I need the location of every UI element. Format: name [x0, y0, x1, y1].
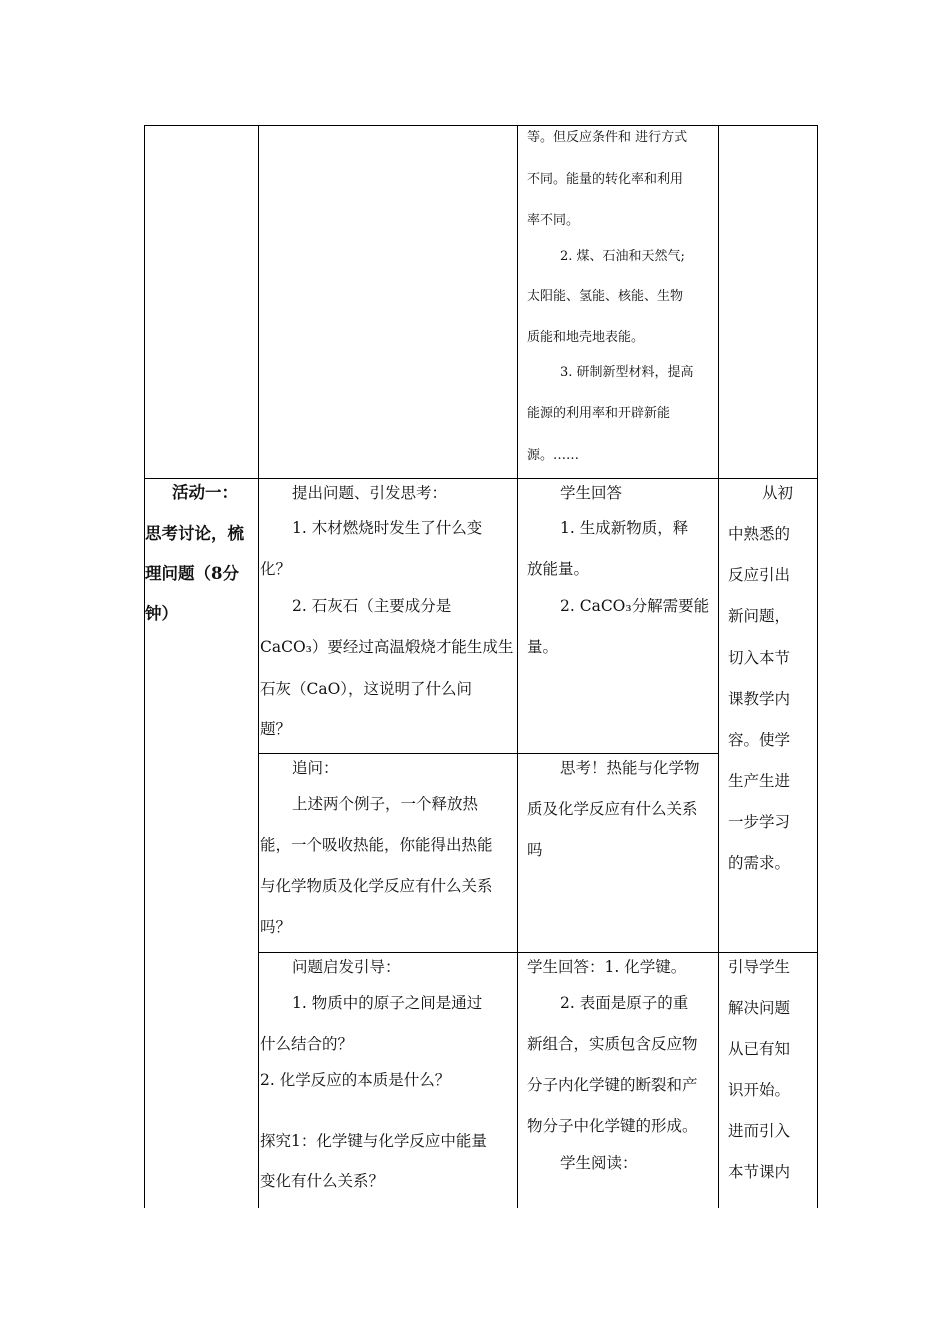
text-line: 课教学内 — [728, 690, 791, 708]
text-line: 一步学习 — [728, 813, 791, 831]
text-line: 化？ — [260, 560, 292, 578]
text-line: 学生阅读： — [560, 1154, 638, 1172]
activity1-title-line: 钟） — [145, 604, 178, 623]
text-line: CaCO₃）要经过高温煅烧才能生成生 — [260, 638, 514, 656]
text-line: 变化有什么关系？ — [260, 1172, 385, 1190]
text-line: 不同。能量的转化率和利用 — [527, 172, 684, 187]
text-line: 解决问题 — [728, 999, 791, 1017]
table-border-right — [817, 125, 818, 1208]
text-line: 从初 — [762, 484, 794, 502]
text-line: 质及化学反应有什么关系 — [527, 800, 698, 818]
text-line: 能源的利用率和开辟新能 — [527, 406, 671, 421]
text-line: 生产生进 — [728, 772, 791, 790]
text-line: 1. 生成新物质，释 — [560, 519, 689, 537]
text-line: 进而引入 — [728, 1122, 791, 1140]
text-line: 物分子中化学键的形成。 — [527, 1117, 698, 1135]
table-border-left — [144, 125, 145, 1208]
text-line: 等。但反应条件和 进行方式 — [527, 130, 688, 145]
text-line: 2. CaCO₃分解需要能 — [560, 597, 710, 615]
text-line: 引导学生 — [728, 958, 791, 976]
activity1-title-line: 理问题（8分 — [145, 564, 239, 583]
text-line: 问题启发引导： — [292, 958, 401, 976]
text-line: 追问： — [292, 759, 339, 777]
text-line: 识开始。 — [728, 1081, 791, 1099]
text-line: 率不同。 — [527, 213, 580, 228]
text-line: 新组合，实质包含反应物 — [527, 1035, 698, 1053]
text-line: 分子内化学键的断裂和产 — [527, 1076, 698, 1094]
text-line: 3. 研制新型材料，提高 — [560, 365, 694, 380]
text-line: 本节课内 — [728, 1163, 791, 1181]
column-divider-1 — [258, 125, 259, 1208]
text-line: 从已有知 — [728, 1040, 791, 1058]
text-line: 1. 木材燃烧时发生了什么变 — [292, 519, 483, 537]
text-line: 放能量。 — [527, 560, 590, 578]
text-line: 学生回答 — [560, 484, 623, 502]
activity1-title-line: 思考讨论，梳 — [145, 524, 244, 543]
column-divider-3 — [718, 125, 719, 1208]
text-line: 量。 — [527, 638, 559, 656]
text-line: 上述两个例子，一个释放热 — [292, 795, 479, 813]
text-line: 源。…… — [527, 448, 580, 463]
text-line: 的需求。 — [728, 854, 791, 872]
text-line: 探究1：化学键与化学反应中能量 — [260, 1132, 487, 1150]
text-line: 学生回答：1. 化学键。 — [527, 958, 687, 976]
text-line: 2. 石灰石（主要成分是 — [292, 597, 452, 615]
text-line: 能，一个吸收热能，你能得出热能 — [260, 836, 493, 854]
text-line: 中熟悉的 — [728, 525, 791, 543]
text-line: 题？ — [260, 720, 292, 738]
text-line: 吗 — [527, 841, 543, 859]
text-line: 与化学物质及化学反应有什么关系 — [260, 877, 493, 895]
text-line: 2. 煤、石油和天然气; — [560, 249, 685, 264]
text-line: 切入本节 — [728, 649, 791, 667]
table-border-top — [144, 125, 818, 126]
text-line: 新问题， — [728, 607, 791, 625]
text-line: 太阳能、氢能、核能、生物 — [527, 289, 684, 304]
text-line: 质能和地壳地表能。 — [527, 330, 645, 345]
activity1-title-line: 活动一： — [172, 483, 238, 502]
row-divider-2 — [258, 753, 718, 754]
text-line: 2. 表面是原子的重 — [560, 994, 689, 1012]
column-divider-2 — [517, 125, 518, 1208]
row-divider-1 — [144, 478, 818, 479]
text-line: 提出问题、引发思考： — [292, 484, 448, 502]
text-line: 2. 化学反应的本质是什么？ — [260, 1071, 451, 1089]
text-line: 石灰（CaO），这说明了什么问 — [260, 680, 473, 698]
text-line: 什么结合的？ — [260, 1035, 354, 1053]
text-line: 思考！热能与化学物 — [560, 759, 700, 777]
text-line: 1. 物质中的原子之间是通过 — [292, 994, 483, 1012]
row-divider-3 — [258, 952, 818, 953]
text-line: 反应引出 — [728, 566, 791, 584]
text-line: 吗？ — [260, 918, 292, 936]
text-line: 容。使学 — [728, 731, 791, 749]
